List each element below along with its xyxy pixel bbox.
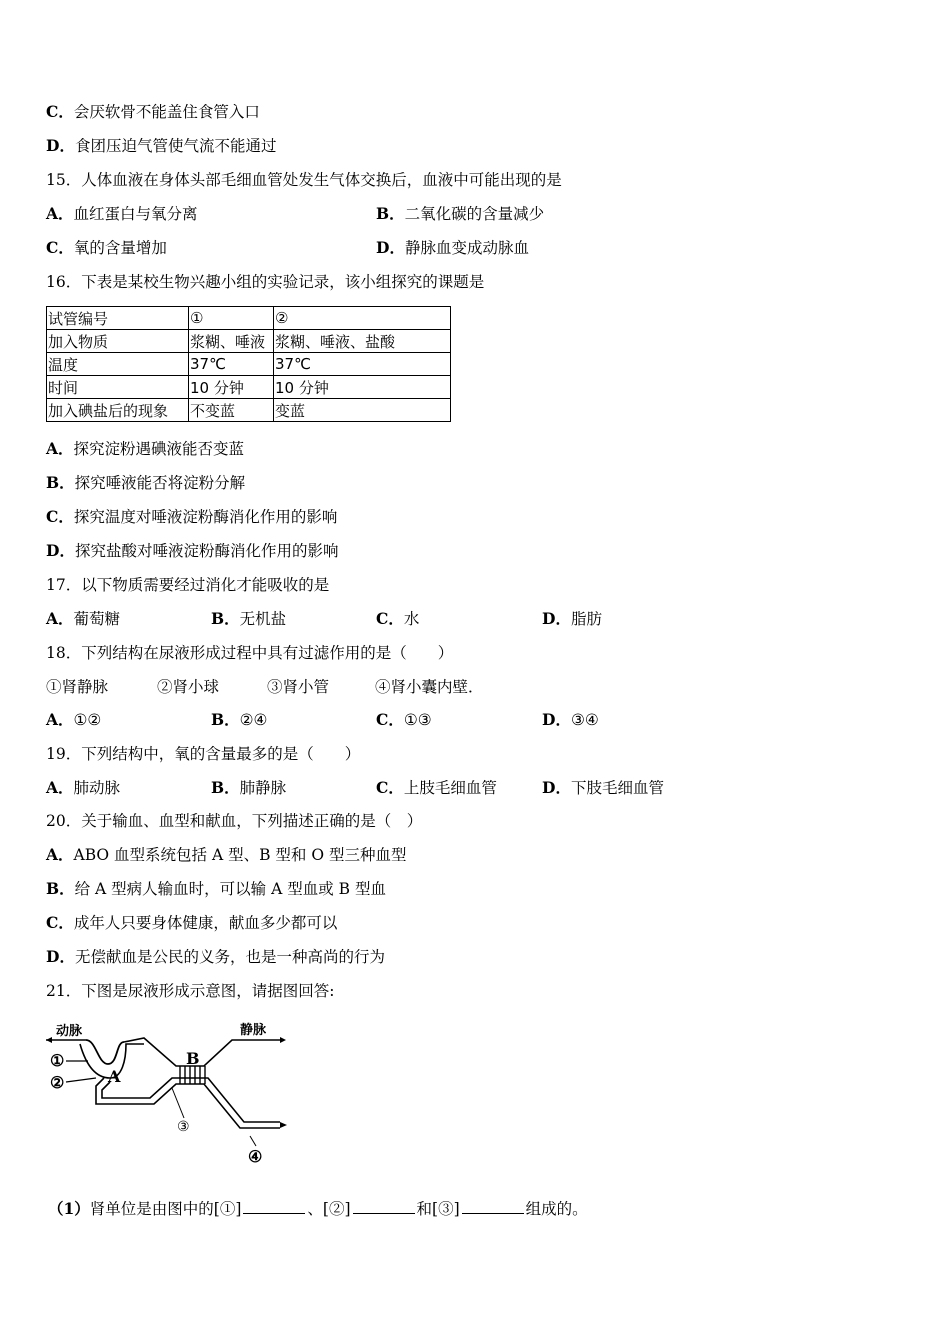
q14-option-c: C．会厌软骨不能盖住食管入口 [46, 102, 260, 121]
table-cell: 试管编号 [47, 307, 189, 330]
table-cell: 10 分钟 [189, 376, 274, 399]
q17-option-a: A．葡萄糖 [46, 609, 121, 628]
q20-stem: 20．关于输血、血型和献血，下列描述正确的是（ ） [46, 812, 423, 830]
marker-2: ② [50, 1073, 65, 1092]
q18-item-1: ①肾静脉 [46, 678, 109, 696]
answer-blank-2[interactable] [353, 1199, 415, 1214]
vein-label: 静脉 [240, 1023, 267, 1038]
efferent-vessel [124, 1038, 280, 1066]
q21-subquestion-1: （1）肾单位是由图中的[①] 、[②] 和[③] 组成的。 [48, 1199, 588, 1218]
q16-option-a: A．探究淀粉遇碘液能否变蓝 [46, 439, 245, 458]
experiment-table [46, 306, 451, 422]
q19-stem: 19．下列结构中，氧的含量最多的是（ ） [46, 745, 361, 763]
q20-option-a: A．ABO 血型系统包括 A 型、B 型和 O 型三种血型 [46, 845, 407, 864]
artery-label: 动脉 [56, 1024, 83, 1039]
marker-4: ④ [248, 1147, 263, 1166]
label-b: B [186, 1049, 200, 1068]
q17-stem: 17．以下物质需要经过消化才能吸收的是 [46, 576, 330, 594]
table-cell: 37℃ [274, 353, 451, 376]
q18-stem: 18．下列结构在尿液形成过程中具有过滤作用的是（ ） [46, 644, 454, 662]
q14-option-d: D．食团压迫气管使气流不能通过 [46, 136, 277, 155]
q15-option-c: C．氧的含量增加 [46, 238, 167, 257]
q19-option-b: B．肺静脉 [211, 778, 287, 797]
table-cell: 加入碘盐后的现象 [47, 399, 189, 422]
table-cell: 浆糊、唾液 [189, 330, 274, 353]
q17-option-d: D．脂肪 [542, 609, 602, 628]
q16-option-b: B．探究唾液能否将淀粉分解 [46, 473, 246, 492]
q18-option-a: A．①② [46, 710, 102, 729]
marker-3: ③ [177, 1119, 190, 1135]
table-cell: 浆糊、唾液、盐酸 [274, 330, 451, 353]
q19-option-a: A．肺动脉 [46, 778, 121, 797]
q19-option-c: C．上肢毛细血管 [376, 778, 497, 797]
table-cell: ① [189, 307, 274, 330]
q18-item-2: ②肾小球 [157, 678, 220, 696]
table-cell: 变蓝 [274, 399, 451, 422]
table-row [47, 399, 451, 422]
q18-option-c: C．①③ [376, 710, 432, 729]
q20-option-d: D．无偿献血是公民的义务，也是一种高尚的行为 [46, 947, 385, 966]
urine-arrow [280, 1122, 287, 1128]
table-cell: 10 分钟 [274, 376, 451, 399]
q18-item-4: ④肾小囊内壁． [375, 678, 484, 696]
q21-stem: 21．下图是尿液形成示意图，请据图回答: [46, 982, 335, 1000]
glomerulus [86, 1040, 124, 1064]
marker-1: ① [50, 1051, 65, 1070]
urine-formation-diagram [44, 1020, 294, 1170]
q15-option-d: D．静脉血变成动脉血 [376, 238, 529, 257]
table-cell: ② [274, 307, 451, 330]
q18-option-b: B．②④ [211, 710, 268, 729]
table-row [47, 376, 451, 399]
table-cell: 不变蓝 [189, 399, 274, 422]
q16-stem: 16．下表是某校生物兴趣小组的实验记录，该小组探究的课题是 [46, 273, 485, 291]
artery-arrow [46, 1037, 52, 1043]
table-row [47, 353, 451, 376]
table-cell: 加入物质 [47, 330, 189, 353]
q20-option-b: B．给 A 型病人输血时，可以输 A 型血或 B 型血 [46, 879, 386, 898]
vein-arrow [280, 1037, 286, 1043]
q16-option-d: D．探究盐酸对唾液淀粉酶消化作用的影响 [46, 541, 339, 560]
q16-option-c: C．探究温度对唾液淀粉酶消化作用的影响 [46, 507, 338, 526]
q20-option-c: C．成年人只要身体健康，献血多少都可以 [46, 913, 338, 932]
table-cell: 37℃ [189, 353, 274, 376]
table-row [47, 330, 451, 353]
q15-option-a: A．血红蛋白与氧分离 [46, 204, 198, 223]
answer-blank-1[interactable] [243, 1199, 305, 1214]
q19-option-d: D．下肢毛细血管 [542, 778, 664, 797]
q15-stem: 15．人体血液在身体头部毛细血管处发生气体交换后，血液中可能出现的是 [46, 171, 562, 189]
q18-item-3: ③肾小管 [267, 678, 330, 696]
label-a: A [108, 1067, 121, 1086]
q15-option-b: B．二氧化碳的含量减少 [376, 204, 545, 223]
answer-blank-3[interactable] [462, 1199, 524, 1214]
q17-option-b: B．无机盐 [211, 609, 287, 628]
table-row [47, 307, 451, 330]
capillary-network [180, 1066, 205, 1084]
table-cell: 时间 [47, 376, 189, 399]
q17-option-c: C．水 [376, 609, 420, 628]
q18-option-d: D．③④ [542, 710, 599, 729]
table-cell: 温度 [47, 353, 189, 376]
